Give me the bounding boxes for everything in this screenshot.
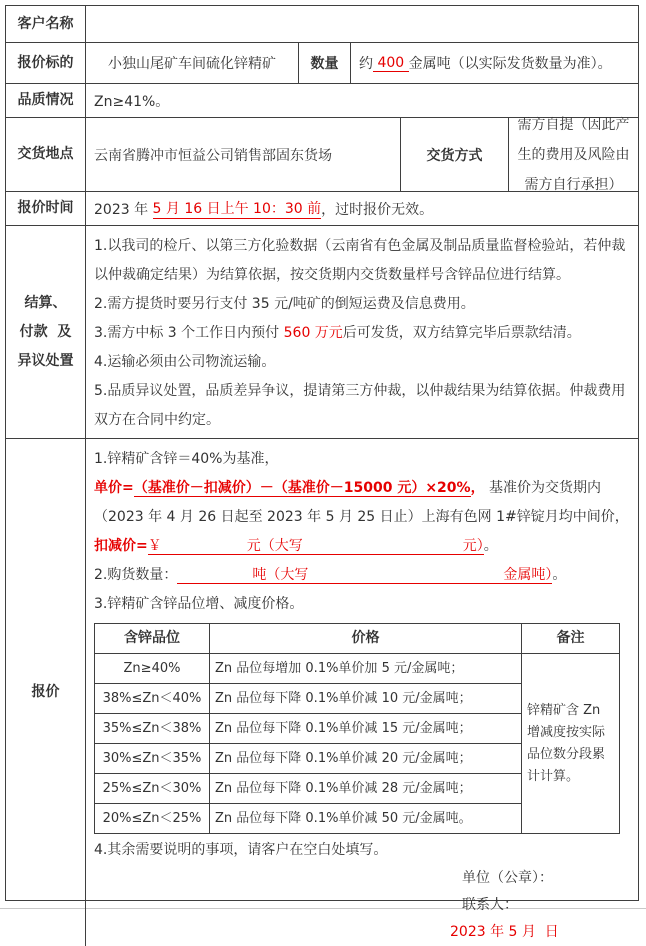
- quote-line-1: 1.锌精矿含锌＝40%为基准，: [94, 451, 279, 467]
- settlement-label: [6, 226, 86, 438]
- delivery-method-value: [509, 118, 638, 191]
- grade-cell: 38%≤Zn＜40%: [95, 684, 210, 714]
- quote-deduction-line: [94, 532, 630, 561]
- sign-unit-line: 单位（公章）：: [462, 870, 553, 886]
- unit-price-formula-label: 单价=: [94, 480, 134, 496]
- header-grade: 含锌品位: [95, 624, 210, 654]
- header-price: 价格: [210, 624, 522, 654]
- deduction-label: 扣减价=: [94, 538, 148, 554]
- settlement-item-3-amount: 560 万元: [283, 325, 343, 341]
- settlement-label-line3: 异议处置: [17, 352, 74, 369]
- quantity-suffix: 金属吨（以实际发货数量为准）。: [408, 56, 612, 72]
- quantity-prefix: 约: [359, 56, 373, 72]
- quantity-label-text: 数量: [310, 56, 339, 72]
- quote-label: [6, 439, 86, 946]
- quote-line-3: 3.锌精矿含锌品位增、减度价格。: [94, 596, 304, 612]
- customer-label: [6, 6, 86, 42]
- delivery-method-label: [401, 118, 509, 191]
- row-quote: [6, 439, 638, 946]
- quality-value-text: Zn≥41%。: [94, 93, 170, 110]
- settlement-item-3-pre: 3.需方中标 3 个工作日内预付: [94, 325, 284, 341]
- quote-qty-line: [94, 561, 630, 590]
- grade-cell: 35%≤Zn＜38%: [95, 714, 210, 744]
- purchase-qty-words-blank[interactable]: [308, 576, 503, 590]
- price-cell: Zn 品位每下降 0.1%单价减 50 元/金属吨。: [210, 804, 522, 834]
- purchase-qty-number-blank[interactable]: [177, 576, 252, 590]
- settlement-item-1: 1.以我司的检斤、以第三方化验数据（云南省有色金属及制品质量监督检验站，若仲裁以仲裁确定结果）为结算依据，按交货期内交货数量样号含锌品位进行结算。: [94, 238, 626, 283]
- deduction-period: 。: [483, 538, 498, 554]
- sign-contact-line: 联系人：: [462, 897, 518, 913]
- quote-time-label-text: 报价时间: [17, 200, 74, 216]
- settlement-item-3-post: 后可发货，双方结算完毕后票款结清。: [342, 325, 581, 341]
- delivery-method-label-text: 交货方式: [426, 147, 483, 164]
- deduction-currency: ￥: [147, 538, 162, 554]
- signature-block: [94, 865, 630, 946]
- row-customer: [6, 6, 638, 43]
- purchase-qty-tail: 金属吨）: [503, 567, 553, 583]
- settlement-label-line2: 付款 及: [19, 323, 72, 340]
- grade-cell: Zn≥40%: [95, 654, 210, 684]
- purchase-qty-blank[interactable]: [177, 567, 552, 584]
- quote-time-suffix: ，过时报价无效。: [321, 201, 434, 218]
- settlement-item-4: 4.运输必须由公司物流运输。: [94, 354, 276, 370]
- quality-label-text: 品质情况: [17, 92, 74, 108]
- settlement-item-2: 2.需方提货时要另行支付 35 元/吨矿的倒短运费及信息费用。: [94, 296, 475, 312]
- quotation-form-table: [5, 5, 639, 940]
- quantity-label: [299, 43, 351, 83]
- grade-cell: 30%≤Zn＜35%: [95, 744, 210, 774]
- purchase-qty-mid: 吨（大写: [252, 567, 309, 583]
- quality-label: [6, 84, 86, 117]
- grade-price-header-row: [95, 624, 620, 654]
- base-price-definition: 基准价为交货期内（2023 年 4 月 26 日起至 2023 年 5 月 25 日止）上海有色网 1#锌锭月均中间价，: [94, 480, 629, 525]
- row-settlement: [6, 226, 638, 439]
- sign-date-line: 2023 年 5 月 日: [450, 924, 559, 940]
- row-quote-time: [6, 192, 638, 226]
- settlement-label-line1: 结算、: [24, 294, 67, 311]
- quote-formula-line: [94, 474, 630, 532]
- table-row: [95, 654, 620, 684]
- delivery-label-text: 交货地点: [17, 146, 74, 162]
- settlement-item-3: [94, 319, 628, 348]
- grade-cell: 20%≤Zn＜25%: [95, 804, 210, 834]
- deduction-amount-blank[interactable]: [162, 547, 247, 561]
- quote-time-deadline: 5 月 16 日上午 10：30 前: [153, 198, 322, 219]
- remark-cell: 锌精矿含 Zn 增减度按实际品位数分段累计计算。: [522, 654, 620, 834]
- deduction-words-blank[interactable]: [303, 547, 463, 561]
- purchase-qty-period: 。: [552, 567, 567, 583]
- quote-content-cell: [86, 439, 638, 946]
- row-subject: [6, 43, 638, 84]
- price-cell: Zn 品位每增加 0.1%单价加 5 元/金属吨；: [210, 654, 522, 684]
- subject-value: [86, 43, 299, 83]
- delivery-address-text: 云南省腾冲市恒益公司销售部固东货场: [94, 147, 332, 164]
- quote-line-4: 4.其余需要说明的事项，请客户在空白处填写。: [94, 842, 388, 858]
- deduction-blank[interactable]: [148, 538, 484, 555]
- quantity-number-blank[interactable]: 400: [373, 54, 409, 71]
- unit-price-formula: （基准价－扣减价）－（基准价－15000 元）×20%: [133, 480, 471, 496]
- grade-price-table: [94, 623, 620, 834]
- purchase-qty-label: 2.购货数量：: [94, 567, 178, 583]
- customer-value-blank[interactable]: [86, 6, 638, 42]
- price-cell: Zn 品位每下降 0.1%单价减 10 元/金属吨；: [210, 684, 522, 714]
- deduction-mid: 元（大写: [246, 538, 303, 554]
- price-cell: Zn 品位每下降 0.1%单价减 28 元/金属吨；: [210, 774, 522, 804]
- quote-label-text: 报价: [31, 684, 60, 700]
- delivery-label: [6, 118, 86, 191]
- grade-cell: 25%≤Zn＜30%: [95, 774, 210, 804]
- subject-label-text: 报价标的: [17, 54, 74, 71]
- settlement-item-5: 5.品质异议处置，品质差异争议，提请第三方仲裁，以仲裁结果为结算依据。仲裁费用双方在合同中约定。: [94, 383, 626, 428]
- unit-price-formula-comma: ，: [470, 480, 485, 496]
- quote-time-label: [6, 192, 86, 225]
- delivery-method-value-text: 需方自提（因此产生的费用及风险由需方自行承担）: [517, 116, 630, 193]
- subject-value-text: 小独山尾矿车间硫化锌精矿: [108, 56, 276, 72]
- price-cell: Zn 品位每下降 0.1%单价减 15 元/金属吨；: [210, 714, 522, 744]
- deduction-tail: 元）: [462, 538, 484, 554]
- delivery-address: [86, 118, 401, 191]
- price-cell: Zn 品位每下降 0.1%单价减 20 元/金属吨；: [210, 744, 522, 774]
- subject-label: [6, 43, 86, 83]
- settlement-content: [86, 226, 638, 438]
- header-remark: 备注: [522, 624, 620, 654]
- row-delivery: [6, 118, 638, 192]
- quantity-value: [351, 43, 638, 83]
- quote-time-prefix: 2023 年: [94, 201, 153, 218]
- customer-label-text: 客户名称: [17, 15, 74, 32]
- quote-time-value: [86, 192, 638, 225]
